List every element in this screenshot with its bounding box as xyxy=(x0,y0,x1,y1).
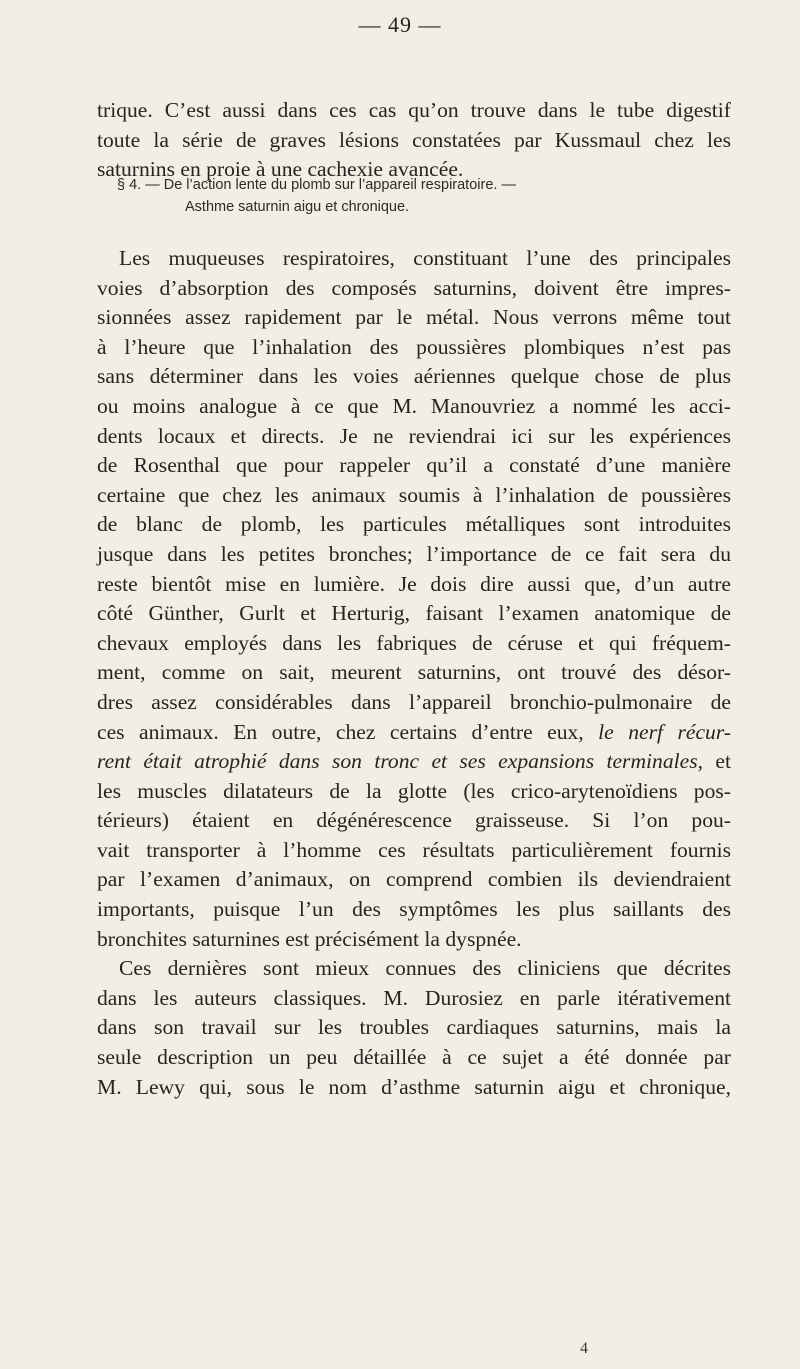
text-line: de Rosenthal que pour rappeler qu’il a constaté d’une manière xyxy=(97,453,731,478)
text-line: térieurs) étaient en dégénérescence graisseuse. Si l’on pou- xyxy=(97,808,731,833)
text-line: reste bientôt mise en lumière. Je dois dire aussi que, d’un autre xyxy=(97,571,731,596)
page-number: — 49 — xyxy=(358,12,442,37)
text-line: voies d’absorption des composés saturnins, doivent être impres- xyxy=(97,275,731,300)
signature-mark: 4 xyxy=(580,1340,588,1357)
text-line: chevaux employés dans les fabriques de céruse et qui fréquem- xyxy=(97,630,731,655)
text-segment: , et xyxy=(697,749,731,774)
text-line: à l’heure que l’inhalation des poussières plombiques n’est pas xyxy=(97,334,731,359)
text-line-mixed xyxy=(97,747,731,777)
text-line: dents locaux et directs. Je ne reviendrai ici sur les expériences xyxy=(97,423,731,448)
text-line-mixed xyxy=(97,718,731,748)
text-line: M. Lewy qui, sous le nom d’asthme saturnin aigu et chronique, xyxy=(97,1074,731,1099)
text-line: jusque dans les petites bronches; l’importance de ce fait sera du xyxy=(97,541,731,566)
text-line: seule description un peu détaillée à ce sujet a été donnée par xyxy=(97,1045,731,1070)
text-line: Ces dernières sont mieux connues des cliniciens que décrites xyxy=(119,956,731,981)
text-line: les muscles dilatateurs de la glotte (les crico-arytenoïdiens pos- xyxy=(97,778,731,803)
paragraph-main xyxy=(97,244,731,1102)
text-line: certaine que chez les animaux soumis à l’inhalation de poussières xyxy=(97,482,731,507)
text-line: vait transporter à l’homme ces résultats particulièrement fournis xyxy=(97,837,731,862)
text-line: par l’examen d’animaux, on comprend combien ils deviendraient xyxy=(97,867,731,892)
text-line: dans les auteurs classiques. M. Durosiez en parle itérativement xyxy=(97,985,731,1010)
text-line: ment, comme on sait, meurent saturnins, ont trouvé des désor- xyxy=(97,660,731,685)
text-segment: ces animaux. En outre, chez certains d’entre eux, xyxy=(97,719,584,744)
section-heading-line: § 4. — De l’action lente du plomb sur l’appareil respiratoire. — xyxy=(117,177,516,193)
text-line: sans déterminer dans les voies aériennes quelque chose de plus xyxy=(97,364,731,389)
text-line: de blanc de plomb, les particules métalliques sont introduites xyxy=(97,512,731,537)
text-line: dans son travail sur les troubles cardiaques saturnins, mais la xyxy=(97,1015,731,1040)
text-line: saturnins en proie à une cachexie avancée. xyxy=(97,157,464,182)
text-line: côté Günther, Gurlt et Herturig, faisant l’examen anatomique de xyxy=(97,601,731,626)
paragraph-top xyxy=(97,96,731,185)
text-line: toute la série de graves lésions constatées par Kussmaul chez les xyxy=(97,127,731,152)
section-heading-line: Asthme saturnin aigu et chronique. xyxy=(185,199,410,215)
text-line: ou moins analogue à ce que M. Manouvriez a nommé les acci- xyxy=(97,393,731,418)
text-line: sionnées assez rapidement par le métal. Nous verrons même tout xyxy=(97,305,731,330)
text-line: bronchites saturnines est précisément la dyspnée. xyxy=(97,926,522,951)
text-line: importants, puisque l’un des symptômes les plus saillants des xyxy=(97,897,731,922)
text-line: dres assez considérables dans l’appareil bronchio-pulmonaire de xyxy=(97,689,731,714)
italic-text: le nerf récur- xyxy=(598,719,731,744)
italic-text: rent était atrophié dans son tronc et ses expansions terminales xyxy=(97,749,698,774)
text-line: trique. C’est aussi dans ces cas qu’on trouve dans le tube digestif xyxy=(97,98,731,122)
text-line: Les muqueuses respiratoires, constituant l’une des principales xyxy=(119,246,731,270)
section-heading xyxy=(97,174,731,218)
